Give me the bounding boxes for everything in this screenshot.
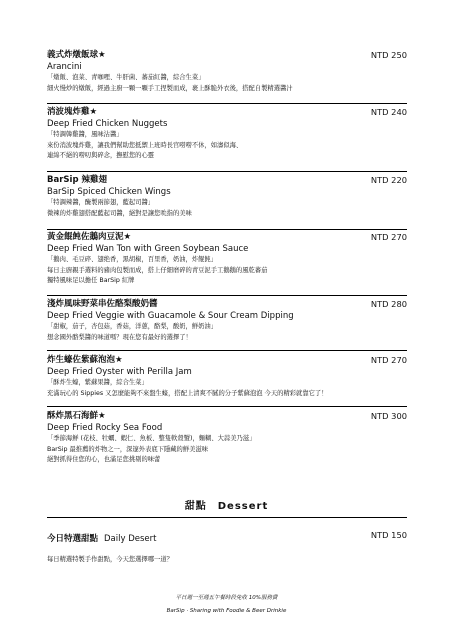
item-title-zh: 淺炸風味野菜串佐酪梨酸奶醬: [47, 299, 158, 309]
item-price: NTD 240: [370, 107, 407, 117]
item-price: NTD 150: [370, 530, 407, 540]
divider: [47, 229, 407, 230]
item-description: 獨特風味足以擔任 BarSip 紅牌: [47, 277, 135, 284]
footer-service-note: 平日週一至週五午餐時段免收 10%服務費: [175, 595, 278, 601]
item-title-en: Deep Fried Rocky Sea Food: [47, 423, 163, 433]
divider: [47, 406, 407, 407]
divider: [47, 295, 407, 296]
item-price: NTD 280: [370, 299, 407, 309]
item-title-en: Deep Fried Wan Ton with Green Soybean Sauce: [47, 244, 249, 254]
item-title-zh: BarSip 辣雞翅: [47, 175, 107, 185]
menu-item-daily-dessert: [47, 530, 407, 566]
item-description: 細火慢炒的燉飯，經過主廚一顆一顆手工捏製而成，裹上酥脆外衣後，搭配自製精選醬汁: [47, 84, 293, 92]
item-price: NTD 300: [370, 411, 407, 421]
item-title-zh: 義式炸燉飯球★: [47, 50, 106, 60]
menu-item-rocky-seafood: [47, 411, 407, 466]
section-title-dessert: 甜點 Dessert: [184, 501, 269, 512]
divider: [47, 103, 407, 104]
divider: [47, 350, 407, 351]
item-description: 來份消波塊炸雞，讓我們幫助您抵禦上班時長官嘮嘮不休，如濤似海、: [47, 141, 243, 149]
menu-item-chicken-wings: [47, 175, 407, 219]
item-title-zh: 今日特選甜點: [47, 534, 99, 544]
item-title-zh: 黃金餛飩佐鵝肉豆泥★: [47, 232, 132, 242]
item-price: NTD 270: [370, 355, 407, 365]
item-description: 每日主廚親手選料的豬肉包製而成，搭上仔細磨碎的青豆泥手工鵝鵝的風乾蕃茄: [47, 266, 268, 274]
item-description: 絕對抓得住您的心，也滿足您挑剔的味蕾: [47, 456, 161, 463]
item-ingredients: 「特調辣醬，醃製兩節翅，藍起司醬」: [47, 199, 155, 206]
item-price: NTD 270: [370, 232, 407, 242]
item-description: 充滿玩心的 Sippies 又怎麼能夠不來盤生蠔，搭配上清爽不膩的分子紫蘇泡泡 今天的精彩就靠它了！: [47, 389, 328, 397]
menu-item-chicken-nuggets: [47, 107, 407, 162]
item-ingredients: 「燉飯、泡菜、青咖哩、牛肝菌、蕃茄紅醬，綜合生菜」: [47, 74, 205, 81]
item-title-en: Daily Desert: [104, 534, 157, 544]
menu-item-arancini: [47, 50, 407, 94]
item-description: 想念國外酪梨醬的味道嗎？現在您有最好的選擇了！: [47, 333, 192, 341]
item-ingredients: 「甜椒，茄子，杏包菇，香菇，洋蔥，酪梨，酸奶，鮮奶油」: [47, 323, 218, 330]
divider: [47, 171, 407, 172]
item-description: 每日精選特製手作甜點，今天您選擇哪一道？: [47, 556, 173, 563]
item-title-en: Deep Fried Chicken Nuggets: [47, 119, 168, 129]
item-title-en: Arancini: [47, 62, 82, 72]
menu-item-veggie: [47, 299, 407, 343]
item-ingredients: 「鵝肉、毛豆碎、翅绝香，黑胡椒，百里香，奶油，炸餛飩」: [47, 256, 218, 263]
footer-tagline: BarSip · Sharing with Foodie & Beer Drinkie: [166, 608, 287, 614]
item-title-en: BarSip Spiced Chicken Wings: [47, 187, 171, 197]
item-ingredients: 「季節海鮮 (花枝、牡蠣、蝦仁、魚板、整隻軟殼蟹)，麵糊、大蒜美乃滋」: [47, 435, 256, 442]
item-description: 微辣的炸雞翅搭配藍起司醬，絕對是讓您吮指的美味: [47, 209, 192, 217]
item-description: 連綿不絕的嘮叨與碎念，撫慰您的心靈: [47, 152, 155, 159]
item-title-zh: 消波塊炸雞★: [47, 107, 98, 117]
menu-item-wan-ton: [47, 232, 407, 287]
item-title-zh: 炸生蠔佐紫蘇泡泡★: [47, 355, 123, 365]
item-ingredients: 「酥炸生蠔，紫蘇果醬，綜合生菜」: [47, 379, 148, 386]
item-title-en: Deep Fried Oyster with Perilla Jam: [47, 367, 192, 377]
item-price: NTD 250: [370, 50, 407, 60]
item-price: NTD 220: [370, 175, 407, 185]
menu-item-oyster: [47, 355, 407, 399]
item-title-en: Deep Fried Veggie with Guacamole & Sour Cream Dipping: [47, 311, 294, 321]
item-title-zh: 酥炸黑石海鮮★: [47, 411, 106, 421]
item-description: BarSip 最推薦的炸物之一，深邃外表底下隱藏的鮮美滋味: [47, 445, 209, 453]
item-ingredients: 「特調韓雞醬，風味沾醬」: [47, 131, 123, 138]
divider: [47, 517, 407, 518]
